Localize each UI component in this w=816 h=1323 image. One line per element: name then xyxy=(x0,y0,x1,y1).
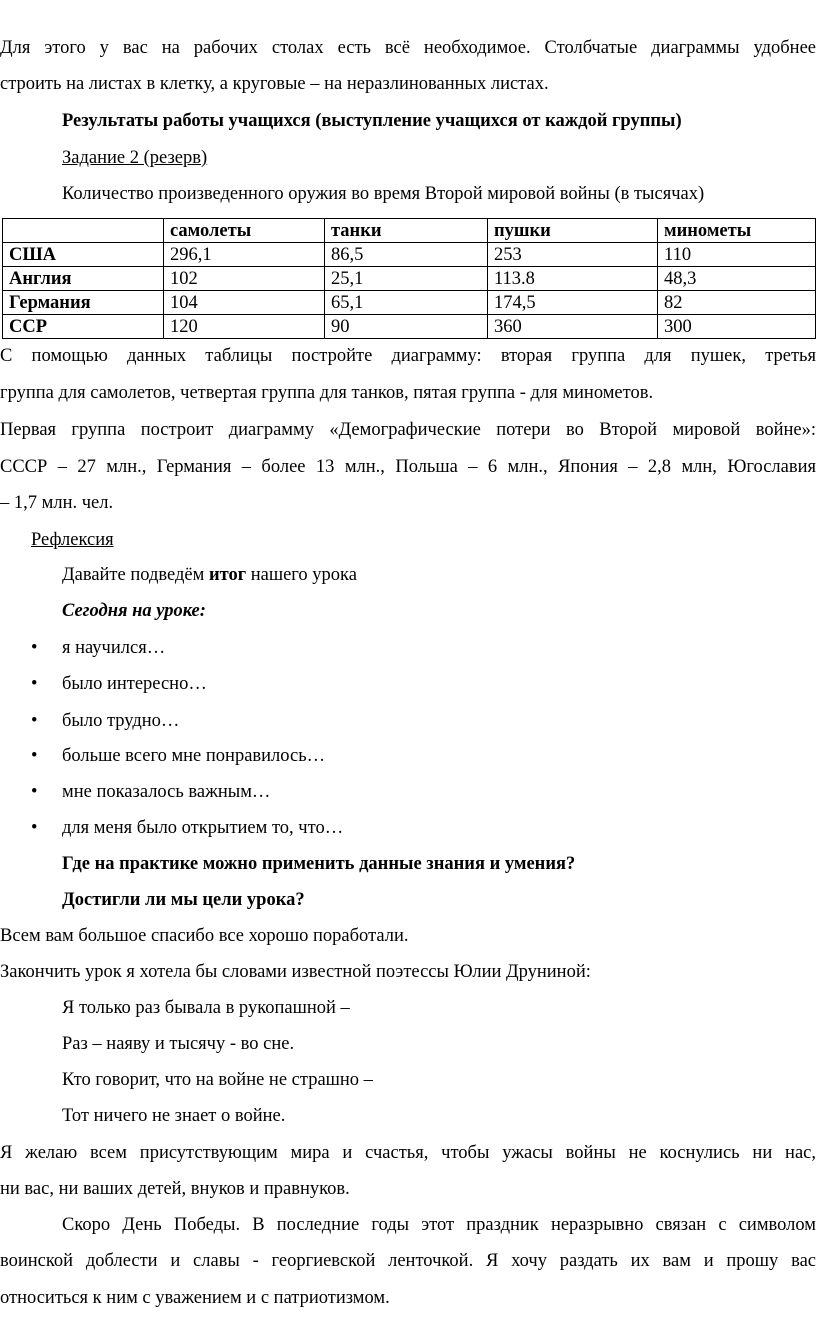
table-cell: 300 xyxy=(658,315,816,339)
summary-pre: Давайте подведём xyxy=(62,565,209,585)
poem-line: Кто говорит, что на войне не страшно – xyxy=(62,1070,373,1090)
table-row xyxy=(3,243,816,267)
question-2: Достигли ли мы цели урока? xyxy=(62,890,305,910)
table-cell: 360 xyxy=(487,315,657,339)
table-cell: 296,1 xyxy=(163,243,324,267)
results-heading: Результаты работы учащихся (выступление учащихся от каждой группы) xyxy=(62,111,682,131)
wish-line-1: Я желаю всем присутствующим мира и счастья, чтобы ужасы войны не коснулись ни нас, xyxy=(0,1143,816,1163)
list-item-text: было интересно… xyxy=(62,674,207,694)
list-item-text: я научился… xyxy=(62,638,166,658)
wish-line-2: ни вас, ни ваших детей, внуков и правнуков. xyxy=(0,1179,350,1199)
poem-line: Раз – наяву и тысячу - во сне. xyxy=(62,1034,295,1054)
list-item-text: мне показалось важным… xyxy=(62,782,271,802)
bullet-icon: • xyxy=(31,746,38,766)
table-cell: 120 xyxy=(163,315,324,339)
table-header-cell xyxy=(3,219,164,243)
table-row-country: ССР xyxy=(3,315,164,339)
table-row xyxy=(3,291,816,315)
assignment-line-2: группа для самолетов, четвертая группа для танков, пятая группа - для минометов. xyxy=(0,383,654,403)
victory-line-2: воинской доблести и славы - георгиевской ленточкой. Я хочу раздать их вам и прошу вас xyxy=(0,1251,816,1271)
poem-line: Я только раз бывала в рукопашной – xyxy=(62,998,350,1018)
table-row-country: Англия xyxy=(3,267,164,291)
table-cell: 253 xyxy=(487,243,657,267)
table-cell: 174,5 xyxy=(487,291,657,315)
summary-post: нашего урока xyxy=(246,565,357,585)
table-cell: 65,1 xyxy=(324,291,487,315)
bullet-icon: • xyxy=(31,674,38,694)
table-header-cell: пушки xyxy=(487,219,657,243)
list-item-text: было трудно… xyxy=(62,711,180,731)
table-cell: 102 xyxy=(163,267,324,291)
table-cell: 113.8 xyxy=(487,267,657,291)
bullet-icon: • xyxy=(31,638,38,658)
table-header-row xyxy=(3,219,816,243)
assignment-line-3: Первая группа построит диаграмму «Демографические потери во Второй мировой войне»: xyxy=(0,420,816,440)
table-cell: 82 xyxy=(658,291,816,315)
thanks-line: Всем вам большое спасибо все хорошо поработали. xyxy=(0,926,409,946)
victory-line-1: Скоро День Победы. В последние годы этот праздник неразрывно связан с символом xyxy=(62,1215,816,1235)
list-item-text: для меня было открытием то, что… xyxy=(62,818,344,838)
table-header-cell: минометы xyxy=(658,219,816,243)
assignment-line-5: – 1,7 млн. чел. xyxy=(0,493,114,513)
task-label: Задание 2 (резерв) xyxy=(62,148,208,168)
table-cell: 25,1 xyxy=(324,267,487,291)
assignment-line-1: С помощью данных таблицы постройте диаграмму: вторая группа для пушек, третья xyxy=(0,346,816,366)
victory-line-3: относиться к ним с уважением и с патриотизмом. xyxy=(0,1288,390,1308)
table-caption: Количество произведенного оружия во время Второй мировой войны (в тысячах) xyxy=(62,184,705,204)
table-row-country: Германия xyxy=(3,291,164,315)
summary-bold: итог xyxy=(208,565,247,585)
bullet-icon: • xyxy=(31,782,38,802)
summary-line xyxy=(62,564,357,586)
table-cell: 110 xyxy=(658,243,816,267)
today-label: Сегодня на уроке: xyxy=(62,601,206,621)
table-cell: 104 xyxy=(163,291,324,315)
intro-line-1: Для этого у вас на рабочих столах есть всё необходимое. Столбчатые диаграммы удобнее xyxy=(0,38,816,58)
table-cell: 90 xyxy=(324,315,487,339)
table-header-cell: танки xyxy=(324,219,487,243)
table-row xyxy=(3,267,816,291)
reflection-title: Рефлексия xyxy=(31,530,114,550)
list-item-text: больше всего мне понравилось… xyxy=(62,746,326,766)
quote-intro: Закончить урок я хотела бы словами известной поэтессы Юлии Друниной: xyxy=(0,962,591,982)
weapons-table xyxy=(2,218,816,339)
bullet-icon: • xyxy=(31,711,38,731)
table-cell: 86,5 xyxy=(324,243,487,267)
table-header-cell: самолеты xyxy=(163,219,324,243)
table-cell: 48,3 xyxy=(658,267,816,291)
table-row xyxy=(3,315,816,339)
table-row-country: США xyxy=(3,243,164,267)
intro-line-2: строить на листах в клетку, а круговые – на неразлинованных листах. xyxy=(0,74,549,94)
assignment-line-4: СССР – 27 млн., Германия – более 13 млн., Польша – 6 млн., Япония – 2,8 млн, Югославия xyxy=(0,457,816,477)
question-1: Где на практике можно применить данные знания и умения? xyxy=(62,854,576,874)
poem-line: Тот ничего не знает о войне. xyxy=(62,1106,286,1126)
bullet-icon: • xyxy=(31,818,38,838)
